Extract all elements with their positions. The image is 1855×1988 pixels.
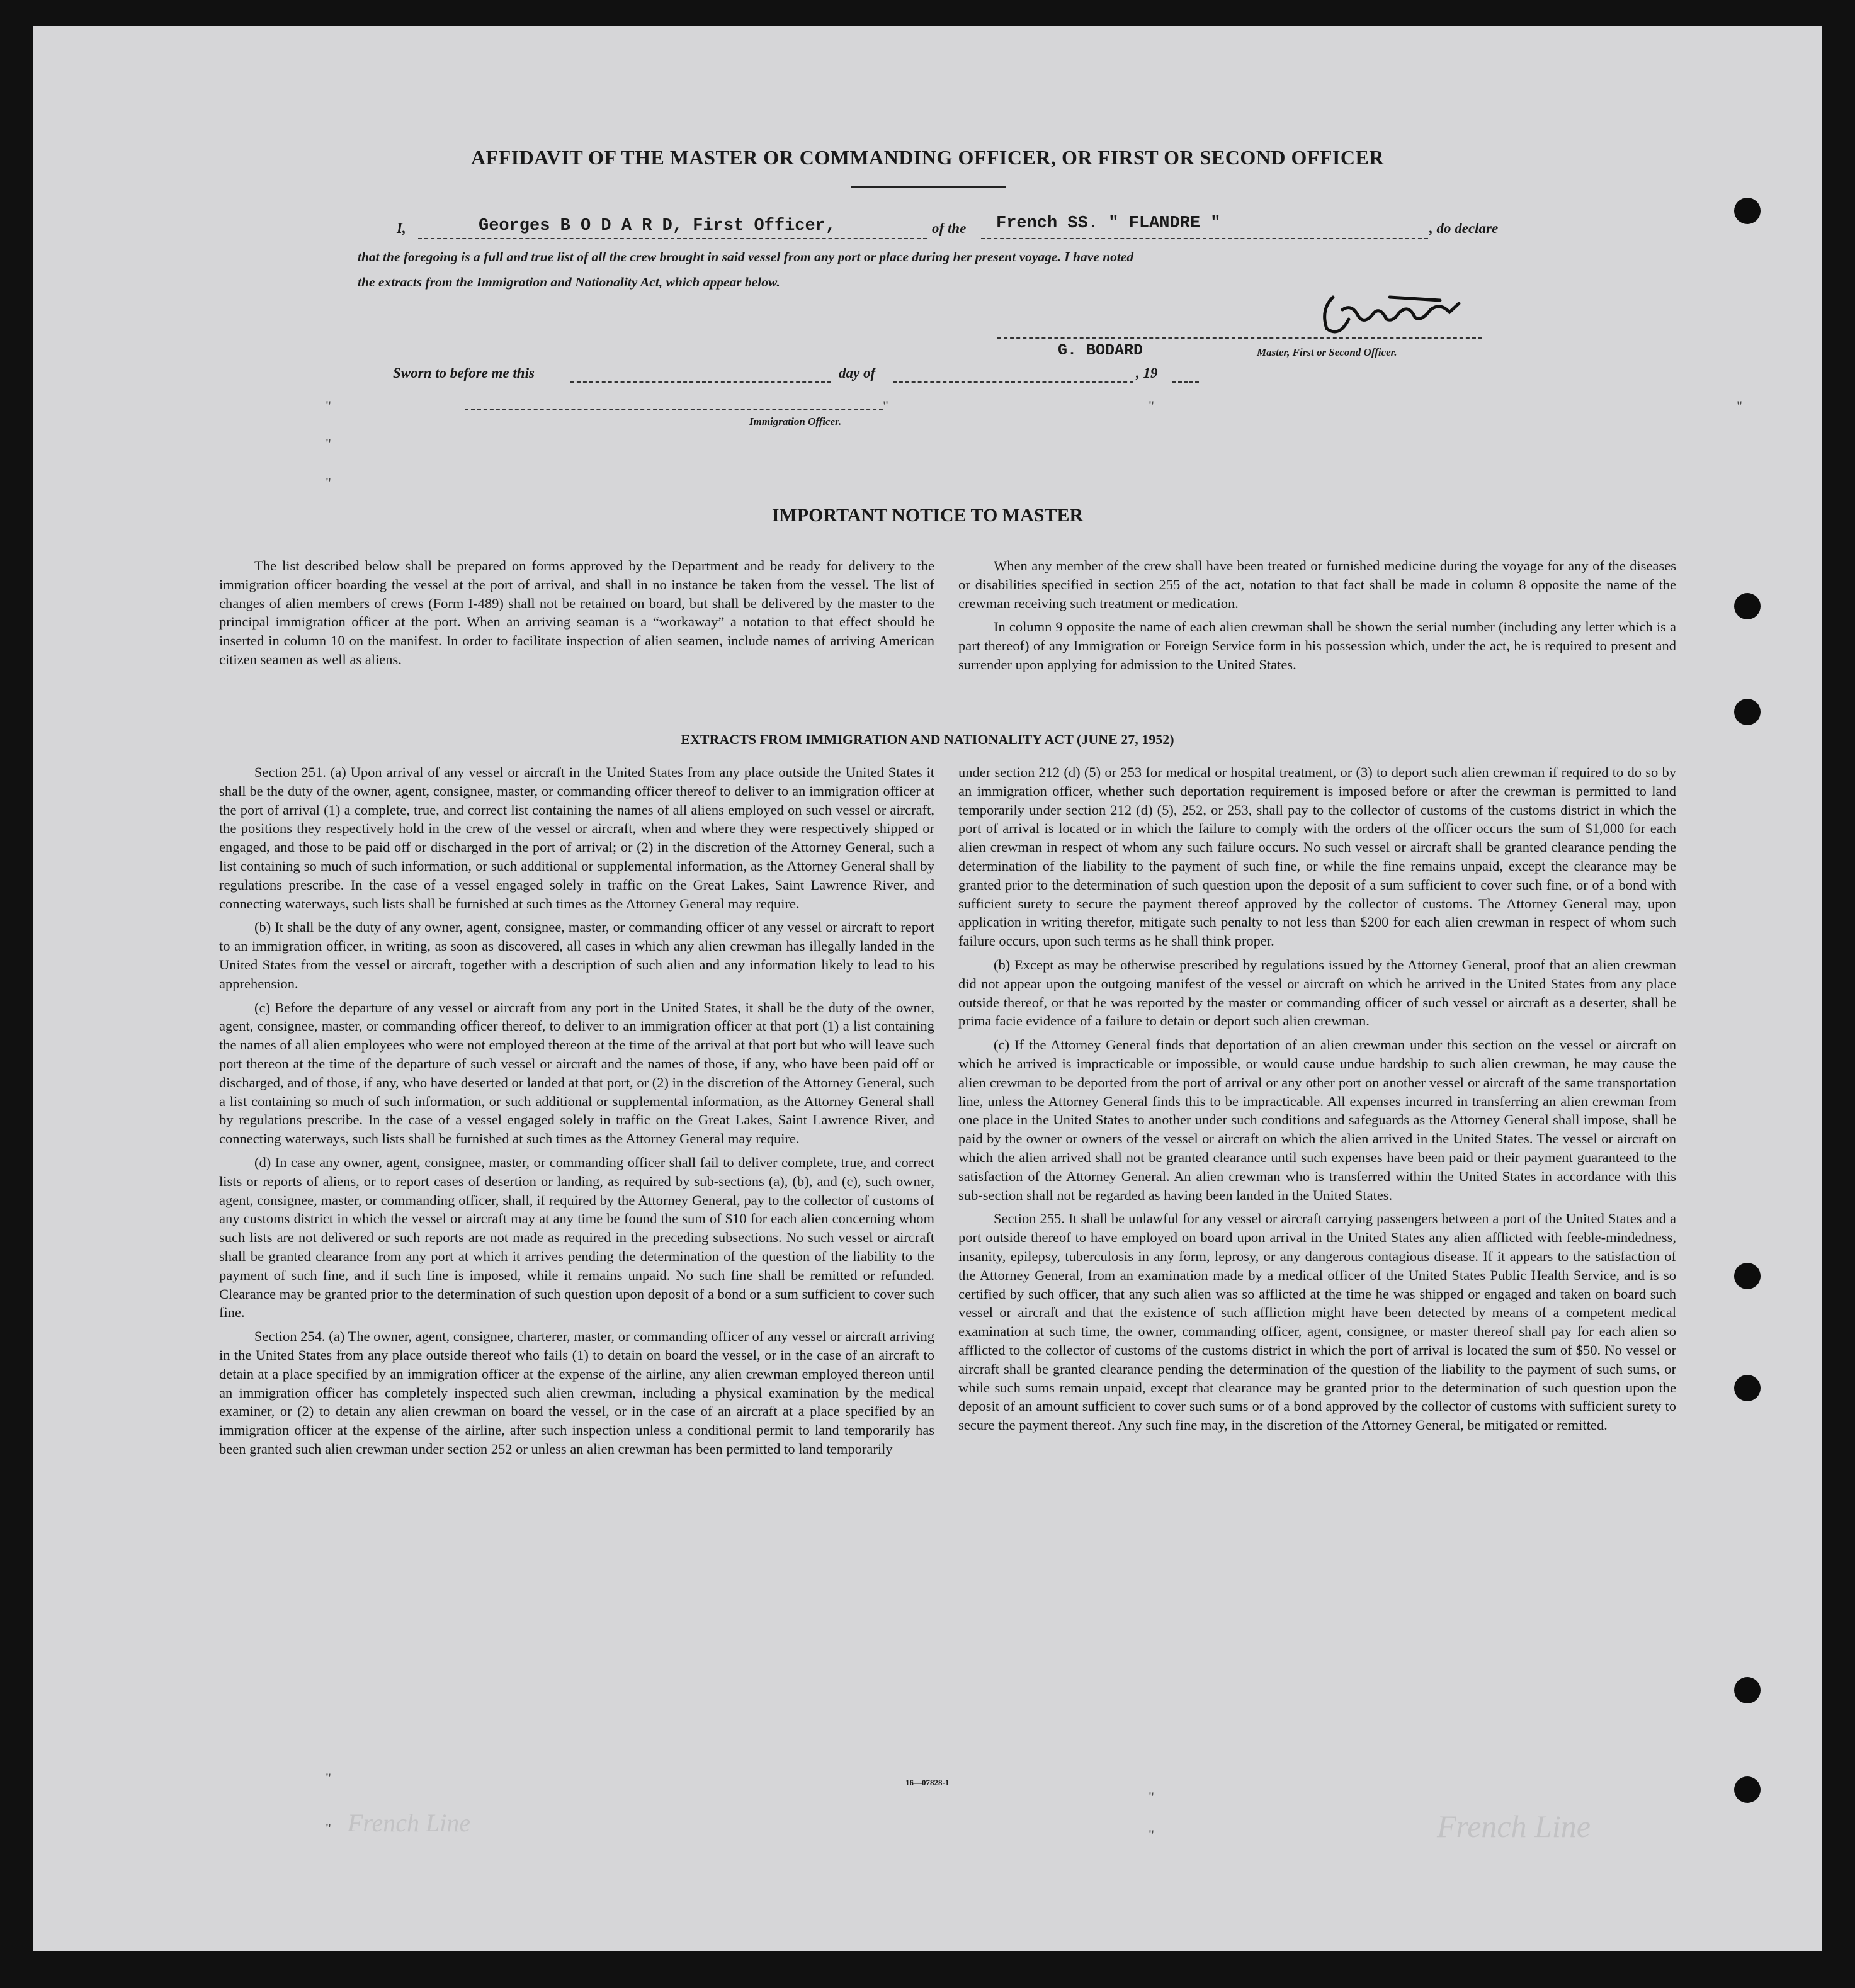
extracts-heading: EXTRACTS FROM IMMIGRATION AND NATIONALITY ACT (JUNE 27, 1952) — [681, 731, 1174, 747]
extract-paragraph: Section 251. (a) Upon arrival of any vessel or aircraft in the United States from any place outside the United States it shall be the duty of the owner, agent, consignee, master, or commanding officer thereof to deliver to an immigration officer at the port of arrival (1) a complete, true, and correct list containing the names of all aliens employed on such vessel or aircraft, the positions they respectively hold in the crew of the vessel or aircraft, when and where they were respectively shipped or engaged, and those to be paid off or discharged in the port of arrival; or (2) in the discretion of the Attorney General, such a list containing so much of such information, or such additional or supplemental information, as the Attorney General shall by regulations prescribe. In the case of a vessel engaged solely in traffic on the Great Lakes, Saint Lawrence River, and connecting waterways, such lists shall be furnished at such times as the Attorney General may require. — [219, 764, 934, 912]
punch-hole — [1734, 699, 1761, 725]
ditto-mark: " — [326, 436, 331, 451]
notice-paragraph: In column 9 opposite the name of each alien crewman shall be shown the serial number (including any letter which is a part thereof) of any Immigration or Foreign Service form in his possession which, under the act, he is required to present and surrender upon applying for admission to the United States. — [958, 619, 1676, 672]
extract-paragraph: under section 212 (d) (5) or 253 for medical or hospital treatment, or (3) to deport such alien crewman if required to do so by an immigration officer, whether such deportation requirement is imposed before or after the crewman is permitted to land temporarily under section 212 (d) (5), 252, or 253, shall pay to the collector of customs of the customs district in which the port of arrival is located or in which the failure to comply with the orders of the officer occurs the sum of $1,000 for each alien crewman in respect of whom any such failure occurs. No such vessel or aircraft shall be granted clearance pending the determination of the liability to the payment of such fine, or while the fine remains unpaid, except the clearance may be granted prior to the determination of such question upon the deposit of a sum sufficient to cover such fine, or of a bond with sufficient surety to secure the payment thereof approved by the collector of customs. The Attorney General may, upon application in writing therefor, mitigate such penalty to not less than $200 for each alien crewman in respect of whom such failure occurs, upon such terms as he shall think proper. — [958, 764, 1676, 949]
immigration-officer-caption: Immigration Officer. — [749, 415, 842, 427]
sworn-label: Sworn to before me this — [393, 365, 535, 381]
notice-heading: IMPORTANT NOTICE TO MASTER — [771, 505, 1084, 526]
bleed-through-text: French Line — [348, 1809, 471, 1837]
ditto-mark: " — [1149, 1827, 1154, 1843]
ditto-mark: " — [326, 1821, 331, 1836]
signature-caption: Master, First or Second Officer. — [1257, 346, 1397, 358]
ditto-mark: " — [326, 1770, 331, 1786]
sworn-date-rule — [570, 381, 831, 383]
punch-hole — [1734, 1677, 1761, 1703]
extracts-right-column — [958, 763, 1676, 1440]
signature-rule — [997, 337, 1482, 339]
extract-paragraph: (c) Before the departure of any vessel or aircraft from any port in the United States, it shall be the duty of the owner, agent, consignee, master, or commanding officer thereof, to deliver to an immigration officer at that port (1) a list containing the names of all alien employees who were not employed thereon at the time of the arrival at that port but who will leave such port thereon at the time of the departure of such vessel or aircraft and the names of those, if any, who have been paid off or discharged, and of those, if any, who have deserted or landed at that port, or (2) in the discretion of the Attorney General, such a list containing so much of such information, or such additional or supplemental information, as the Attorney General shall by regulations prescribe. In the case of a vessel engaged solely in traffic on the Great Lakes, Saint Lawrence River, and connecting waterways, such lists shall be furnished at such times as the Attorney General may require. — [219, 999, 934, 1147]
punch-hole — [1734, 1263, 1761, 1289]
year-label: , 19 — [1136, 365, 1158, 381]
name-field-rule — [418, 238, 927, 239]
notice-paragraph: The list described below shall be prepared on forms approved by the Department and be ready for delivery to the immigration officer boarding the vessel at the port of arrival, and shall in no instance be taken from the vessel. The list of changes of alien members of crews (Form I-489) shall not be retained on board, but shall be delivered by the master to the principal immigration officer at the port. When an arriving seaman is a “workaway” a notation to that effect should be inserted in column 10 on the manifest. In order to facilitate inspection of alien seamen, include names of arriving American citizen seamen as well as aliens. — [219, 558, 934, 667]
notice-left-column — [219, 556, 934, 674]
bleed-through-text: French Line — [1437, 1809, 1591, 1844]
affidavit-line-3: the extracts from the Immigration and Nationality Act, which appear below. — [358, 274, 780, 290]
punch-hole — [1734, 1375, 1761, 1401]
ditto-mark: " — [326, 475, 331, 490]
vessel-name-field: French SS. " FLANDRE " — [996, 214, 1221, 233]
ditto-mark: " — [1737, 398, 1742, 414]
officer-name-field: Georges B O D A R D, First Officer, — [479, 217, 836, 235]
ditto-mark: " — [1149, 398, 1154, 414]
extract-paragraph: Section 254. (a) The owner, agent, consignee, charterer, master, or commanding officer of any vessel or aircraft arriving in the United States from any place outside thereof who fails (1) to detain on board the vessel, or in the case of an aircraft to detain at a place specified by an immigration officer at the expense of the airline, any alien crewman employed thereon until an immigration officer has completely inspected such alien crewman, including a physical examination by the medical examiner, or (2) to detain any alien crewman on board the vessel, or in the case of an aircraft at a place specified by an immigration officer at the expense of the airline, after such inspection unless a conditional permit to land temporarily has been granted such alien crewman under section 252 or unless an alien crewman has been permitted to land temporarily — [219, 1328, 934, 1457]
ditto-mark: " — [326, 398, 331, 414]
affidavit-title: AFFIDAVIT OF THE MASTER OR COMMANDING OFFICER, OR FIRST OR SECOND OFFICER — [471, 146, 1384, 169]
notice-right-column — [958, 556, 1676, 679]
extract-paragraph: (b) It shall be the duty of any owner, agent, consignee, master, or commanding officer of any vessel or aircraft to report to an immigration officer, in writing, as soon as discovered, all cases in which any alien crewman has illegally landed in the United States from the vessel or aircraft, together with a description of such alien and any information likely to lead to his apprehension. — [219, 919, 934, 991]
punch-hole — [1734, 593, 1761, 619]
signature-typed-name: G. BODARD — [1058, 341, 1143, 359]
affidavit-line-2: that the foregoing is a full and true list of all the crew brought in said vessel from any port or place during her present voyage. I have noted — [358, 249, 1134, 264]
ditto-mark: " — [883, 398, 888, 414]
handwritten-signature — [1314, 285, 1465, 341]
title-underline — [851, 186, 1006, 188]
punch-hole — [1734, 198, 1761, 224]
extract-paragraph: Section 255. It shall be unlawful for any vessel or aircraft carrying passengers between a port of the United States and a port outside thereof to have employed on board upon arrival in the United States any alien afflicted with feeble-mindedness, insanity, epilepsy, tuberculosis in any form, leprosy, or any dangerous contagious disease. If it appears to the satisfaction of the Attorney General, from an examination made by a medical officer of the United States Public Health Service, and is so certified by such officer, that any such alien was so afflicted at the time he was shipped or engaged and taken on board such vessel or aircraft and that the existence of such affliction might have been detected by means of a competent medical examination at such time, the owner, commanding officer, agent, consignee, or master thereof shall pay for each alien so afflicted to the collector of customs of the customs district in which the port of arrival is located the sum of $50. No vessel or aircraft shall be granted clearance pending the determination of the question of the liability to the payment of such sums, or while such sums remain unpaid, except that clearance may be granted prior to the determination of such question upon the deposit of an amount sufficient to cover such sums or of a bond approved by the collector of customs with sufficient surety to secure the payment thereof. Any such fine may, in the discretion of the Attorney General, be mitigated or remitted. — [958, 1211, 1676, 1433]
of-the-label: of the — [932, 220, 967, 236]
punch-hole — [1734, 1776, 1761, 1803]
immigration-officer-rule — [465, 409, 883, 410]
extract-paragraph: (c) If the Attorney General finds that deportation of an alien crewman under this section on the vessel or aircraft on which he arrived is impracticable or impossible, or would cause undue hardship to such alien crewman, he may cause the alien crewman to be deported from the port of arrival or any other port on another vessel or aircraft of the same transportation line, unless the Attorney General finds this to be impracticable. All expenses incurred in transferring an alien crewman from one place in the United States to another under such conditions and safeguards as the Attorney General shall impose, shall be paid by the owner or owners of the vessel or aircraft on which the alien arrived in the United States. The vessel or aircraft on which the alien arrived shall not be granted clearance until such expenses have been paid or their payment guaranteed to the satisfaction of the Attorney General. An alien crewman who is transferred within the United States in accordance with this sub-section shall not be regarded as having been landed in the United States. — [958, 1037, 1676, 1203]
vessel-field-rule — [981, 238, 1428, 239]
extract-paragraph: (d) In case any owner, agent, consignee, master, or commanding officer shall fail to deliver complete, true, and correct lists or reports of aliens, or to report cases of desertion or landing, as required by sub-sections (a), (b), and (c), such owner, agent, consignee, master, or commanding officer, shall, if required by the Attorney General, pay to the collector of customs of any customs district in which the vessel or aircraft may at any time be found the sum of $10 for each alien concerning whom such lists are not delivered or such reports are not made as required in the preceding subsections. No such vessel or aircraft shall be granted clearance from any port at which it arrives pending the determination of the question of the liability to the payment of such fine, and if such fine is imposed, while it remains unpaid. No such fine shall be remitted or refunded. Clearance may be granted prior to the determination of such question upon deposit of a bond or a sum sufficient to cover such fine. — [219, 1154, 934, 1321]
form-number: 16—07828-1 — [905, 1778, 950, 1787]
affidavit-prefix: I, — [397, 220, 406, 236]
extracts-left-column — [219, 763, 934, 1464]
do-declare-label: , do declare — [1429, 220, 1499, 236]
extract-paragraph: (b) Except as may be otherwise prescribed by regulations issued by the Attorney General, proof that an alien crewman did not appear upon the outgoing manifest of the vessel or aircraft on which he arrived in the United States from any place outside thereof, or that he was reported by the master or commanding officer of such vessel or aircraft as a deserter, shall be prima facie evidence of a failure to detain or deport such alien crewman. — [958, 956, 1676, 1029]
ditto-mark: " — [1149, 1789, 1154, 1805]
notice-paragraph: When any member of the crew shall have been treated or furnished medicine during the voyage for any of the diseases or disabilities specified in section 255 of the act, notation to that fact shall be made in column 8 opposite the name of the crewman receiving such treatment or medication. — [958, 558, 1676, 611]
month-rule — [893, 381, 1133, 383]
year-rule — [1172, 381, 1199, 383]
document-page — [33, 26, 1822, 1951]
day-of-label: day of — [839, 365, 876, 381]
